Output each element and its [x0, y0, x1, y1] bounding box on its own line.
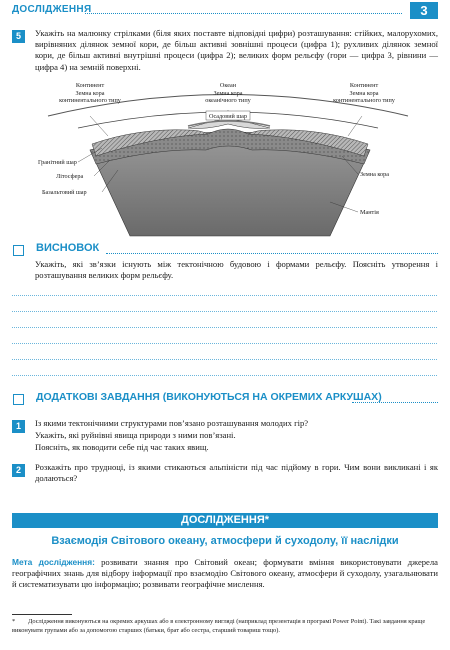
- task-5-number: 5: [12, 30, 25, 43]
- checkbox-icon: [13, 245, 24, 256]
- label-crust-cont-left-2: континентального типу: [59, 97, 121, 104]
- task-1-number: 1: [12, 420, 25, 433]
- footnote-divider: [12, 614, 72, 615]
- label-crust-ocean-1: Земна кора: [213, 90, 243, 97]
- task-1-line-2: Укажіть, які руйнівні явища природи з ними пов’язані.: [35, 430, 236, 440]
- page-header: [0, 0, 450, 20]
- research-banner: ДОСЛІДЖЕННЯ*: [12, 513, 438, 528]
- label-mantle: Мантія: [360, 209, 379, 216]
- answer-line[interactable]: [12, 359, 437, 360]
- footnote-text: Дослідження виконуються на окремих аркушах або в електронному вигляді (наприклад презентація в програмі Power Point). Такі завдання краще виконувати групами або за допомогою старших (батьки, брат або сестра, старший товариш тощо).: [12, 618, 426, 634]
- task-5-text: Укажіть на малюнку стрілками (біля яких поставте відповідні цифри) розташування: стійких, малорухомих, вирівняних ділянок земної кори, де більш активні зовнішні процеси (цифра 1); рухливих ділянок земної кори, де більш активні внутрішні процеси (цифра 2); великих форм рельєфу (гори — цифра 3, рівнини — цифра 4) на земній поверхні.: [35, 28, 438, 72]
- header-divider: [85, 13, 402, 14]
- research-goal: [12, 557, 438, 591]
- label-lithosphere: Літосфера: [56, 173, 84, 180]
- answer-line[interactable]: [12, 327, 437, 328]
- label-granite: Гранітний шар: [38, 159, 77, 166]
- crossed-box-icon: [13, 394, 24, 405]
- answer-line[interactable]: [12, 295, 437, 296]
- task-1-line-3: Поясніть, як поводити себе під час таких явищ.: [35, 442, 209, 452]
- conclusions-text: Укажіть, які зв’язки існують між тектонічною будовою і формами рельєфу. Поясніть утворення і розташування великих форм рельєфу.: [35, 259, 438, 281]
- label-ocean: Океан: [219, 82, 237, 89]
- label-crust-ocean-2: океанічного типу: [205, 97, 251, 104]
- answer-line[interactable]: [12, 311, 437, 312]
- research-title: Взаємодія Світового океану, атмосфери й суходолу, її наслідки: [51, 535, 399, 547]
- label-crust-cont-right-2: континентального типу: [333, 97, 395, 104]
- task-1-line-1: Із якими тектонічними структурами пов’язано розташування молодих гір?: [35, 418, 309, 428]
- conclusions-title: ВИСНОВОК: [36, 242, 100, 254]
- footnote: [12, 618, 437, 635]
- label-earth-crust: Земна кора: [360, 171, 389, 178]
- label-continent-right: Континент: [349, 82, 379, 89]
- footnote-mark: *: [12, 618, 16, 625]
- label-continent-left: Континент: [75, 82, 105, 89]
- answer-line[interactable]: [12, 375, 437, 376]
- page-number: 3: [410, 2, 438, 19]
- goal-text: розвивати знання про Світовий океан; формувати вміння використовувати джерела географічних знань для відбору інформації про взаємодію Світового океану, атмосфери й суходолу, узагальнювати й систематизувати цю інформацію; розвивати географічне мислення.: [12, 557, 438, 590]
- goal-label: Мета дослідження:: [12, 557, 95, 567]
- earth-crust-diagram: [38, 78, 418, 238]
- conclusions-divider: [106, 253, 438, 254]
- additional-divider: [352, 402, 438, 403]
- header-label: ДОСЛІДЖЕННЯ: [12, 4, 92, 15]
- label-sediment: Осадовий шар: [209, 113, 247, 120]
- task-2-text: Розкажіть про трудноці, із якими стикаються альпіністи під час підйому в гори. Чим вони викликані і як долаються?: [35, 462, 438, 484]
- label-crust-cont-right-1: Земна кора: [349, 90, 379, 97]
- additional-title: ДОДАТКОВІ ЗАВДАННЯ (ВИКОНУЮТЬСЯ НА ОКРЕМИХ АРКУШАХ): [36, 391, 382, 403]
- label-basalt: Базальтовий шар: [42, 189, 87, 196]
- label-crust-cont-left-1: Земна кора: [75, 90, 105, 97]
- task-2-number: 2: [12, 464, 25, 477]
- answer-line[interactable]: [12, 343, 437, 344]
